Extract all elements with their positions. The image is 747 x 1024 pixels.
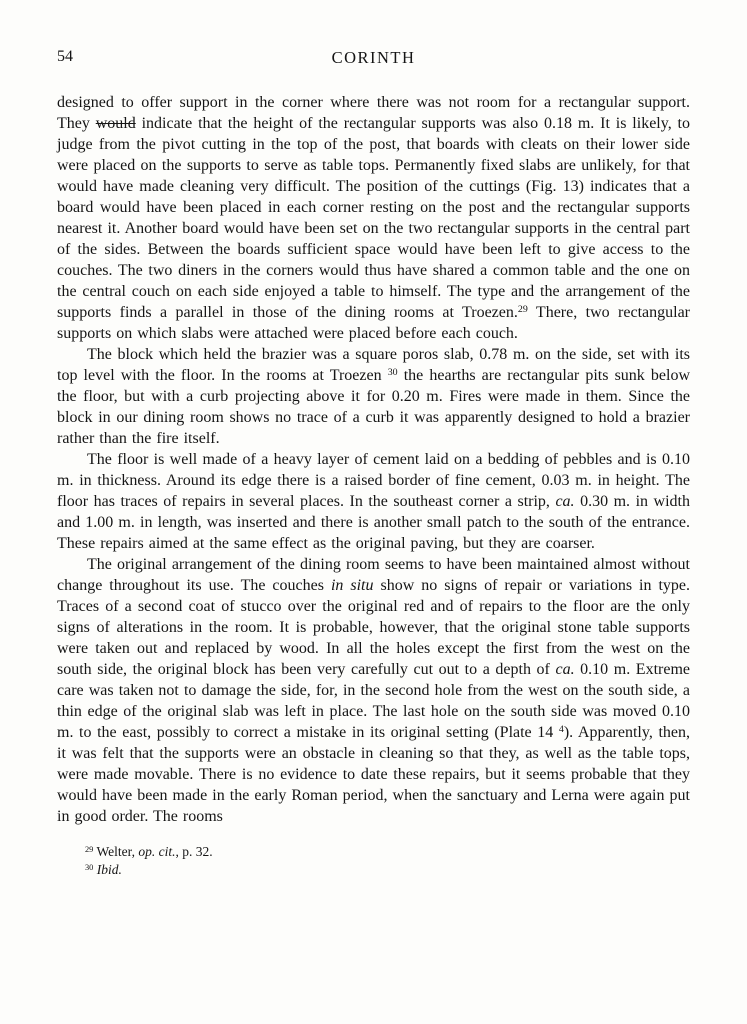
footnote-marker: 4 bbox=[558, 724, 564, 736]
footnote-marker: 29 bbox=[85, 844, 94, 854]
text-segment: op. cit. bbox=[138, 844, 176, 859]
paragraph bbox=[57, 554, 690, 827]
text-segment: The original arrangement of the dining room seems to have been maintained almost without change throughout its use. The couches bbox=[57, 556, 690, 594]
text-segment: There, two rectangular supports on which slabs were attached were placed before each couch. bbox=[57, 304, 690, 342]
text-segment: The block which held the brazier was a square poros slab, 0.78 m. on the side, set with its top level with the floor. In the rooms at Troezen bbox=[57, 346, 690, 384]
text-segment: designed to offer support in the corner where there was not room for a rectangular support. They bbox=[57, 94, 690, 132]
footnote bbox=[57, 861, 690, 879]
footnote-marker: 30 bbox=[85, 862, 94, 872]
paragraph bbox=[57, 449, 690, 554]
text-segment: Welter, bbox=[93, 844, 139, 859]
footnote-marker: 30 bbox=[387, 367, 398, 379]
paragraph bbox=[57, 344, 690, 449]
running-head: CORINTH bbox=[331, 48, 416, 67]
text-segment: 0.30 m. in width and 1.00 m. in length, was inserted and there is another small patch to the south of the entrance. These repairs aimed at the same effect as the original paving, but they are coarser. bbox=[57, 493, 690, 552]
text-segment: ca. bbox=[555, 493, 575, 510]
paragraph bbox=[57, 92, 690, 344]
text-segment: ). Apparently, then, it was felt that the supports were an obstacle in cleaning so that they, as well as the table tops, were made movable. There is no evidence to date these repairs, but it seems probable that they would have been made in the early Roman period, when the sanctuary and Lerna were again put in good order. The rooms bbox=[57, 724, 690, 825]
page-number: 54 bbox=[57, 48, 73, 65]
body-text bbox=[57, 92, 690, 827]
text-segment: in situ bbox=[330, 577, 374, 594]
text-segment: 0.10 m. Extreme care was taken not to damage the side, for, in the second hole from the west on the south side, a thin edge of the original slab was left in place. The last hole on the south side was moved 0.10 m. to the east, possibly to correct a mistake in its original setting (Plate 14 bbox=[57, 661, 691, 741]
text-segment: , p. 32. bbox=[175, 844, 213, 859]
text-segment: show no signs of repair or variations in type. Traces of a second coat of stucco over the original red and of repairs to the floor are the only signs of alterations in the room. It is probable, however, that the original stone table supports were taken out and replaced by wood. In all the holes except the first from the west on the south side, the original block has been very carefully cut out to a depth of bbox=[57, 577, 691, 678]
footnotes bbox=[57, 843, 690, 879]
text-segment: The floor is well made of a heavy layer of cement laid on a bedding of pebbles and is 0.10 m. in thickness. Around its edge there is a raised border of fine cement, 0.03 m. in height. The floor has traces of repairs in several places. In the southeast corner a strip, bbox=[57, 451, 690, 510]
text-segment: indicate that the height of the rectangular supports was also 0.18 m. It is likely, to judge from the pivot cutting in the top of the post, that boards with cleats on their lower side were placed on the supports to serve as table tops. Permanently fixed slabs are unlikely, for that would have made cleaning very difficult. The position of the cuttings (Fig. 13) indicates that a board would have been placed in each corner resting on the post and the rectangular supports nearest it. Another board would have been set on the two rectangular supports in the central part of the sides. Between the boards sufficient space would have been left to give access to the couches. The two diners in the corners would thus have shared a common table and the one on the central couch on each side enjoyed a table to himself. The type and the arrangement of the supports finds a parallel in those of the dining rooms at Troezen. bbox=[57, 115, 690, 321]
text-segment: Ibid. bbox=[96, 862, 122, 877]
page-header bbox=[57, 48, 690, 70]
text-segment: the hearths are rectangular pits sunk below the floor, but with a curb projecting above it for 0.20 m. Fires were made in them. Since the block in our dining room shows no trace of a curb it was apparently designed to hold a brazier rather than the fire itself. bbox=[57, 367, 690, 447]
footnote bbox=[57, 843, 690, 861]
text-segment: would bbox=[95, 115, 136, 132]
text-segment: ca. bbox=[555, 661, 575, 678]
footnote-marker: 29 bbox=[517, 304, 528, 316]
